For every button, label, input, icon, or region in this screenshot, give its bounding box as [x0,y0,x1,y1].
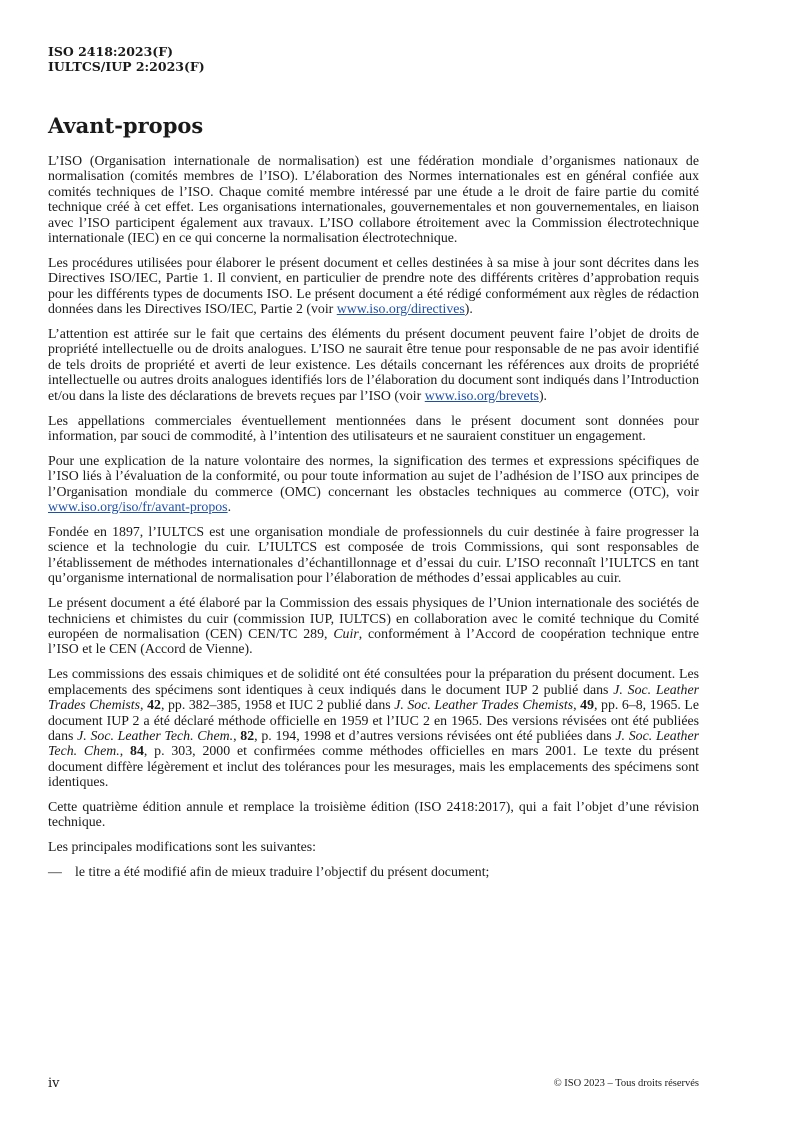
paragraph-text-end: ). [538,387,548,403]
journal-volume: 42 [147,697,161,713]
paragraph-text-end: . [227,499,232,515]
journal-title: J. Soc. Leather Tech. Chem. [77,727,234,743]
journal-title: J. Soc. Leather Trades Chemists [394,697,574,713]
journal-title: J. Soc. Leather Tech. Chem. [48,727,700,759]
patents-link[interactable]: www.iso.org/brevets [424,387,539,403]
list-item [48,864,699,879]
paragraph-text: L’attention est attirée sur le fait que certains des éléments du présent document peuvent faire l’objet de droits de propriété intellectuelle ou de droits analogues. L’ISO ne saurait être tenue pour responsable de ne pas avoir identifié de tels droits de propriété et averti de leur existence. Les détails concernant les références aux droits de propriété intellectuelle ou autres droits analogues identifiés lors de l’élaboration du document sont indiqués dans l’Introduction et/ou dans la liste des déclarations de brevets reçues par l’ISO (voir [48,326,699,403]
paragraph-text: , pp. 382–385, 1958 et IUC 2 publié dans [160,697,395,713]
paragraph-procedures [48,255,699,317]
list-item-text: le titre a été modifié afin de mieux traduire l’objectif du présent document; [75,864,490,880]
paragraph-text: , [233,727,241,743]
standard-number-iultcs: IULTCS/IUP 2:2023(F) [48,58,205,74]
foreword-body [48,153,699,880]
section-title: Avant-propos [48,113,204,138]
paragraph-text: , p. 194, 1998 et d’autres versions révisées ont été publiées dans [254,727,616,743]
paragraph-edition: Cette quatrième édition annule et remplace la troisième édition (ISO 2418:2017), qui a fait l’objet d’une révision technique. [48,799,699,830]
paragraph-commissions [48,666,699,789]
paragraph-text: Pour une explication de la nature volontaire des normes, la signification des termes et expressions spécifiques de l’ISO liés à l’évaluation de la conformité, ou pour toute information au sujet de l’adhésion de l’ISO aux principes de l’Organisation mondiale du commerce (OMC) concernant les obstacles techniques au commerce (OTC), voir [48,452,699,499]
journal-volume: 82 [240,727,255,743]
paragraph-text: Le présent document a été élaboré par la Commission des essais physiques de l’Union internationale des sociétés de techniciens et chimistes du cuir (commission IUP, IULTCS) en collaboration avec le comité technique du Comité européen de normalisation (CEN) CEN/TC 289, [48,595,699,641]
page-number: iv [48,1076,60,1091]
copyright-notice: © ISO 2023 – Tous droits réservés [553,1078,699,1089]
foreword-link[interactable]: www.iso.org/iso/fr/avant-propos [48,499,228,515]
committee-title: Cuir [333,625,359,641]
paragraph-changes-intro: Les principales modifications sont les suivantes: [48,839,316,855]
directives-link[interactable]: www.iso.org/directives [336,301,465,317]
paragraph-iso-intro: L’ISO (Organisation internationale de normalisation) est une fédération mondiale d’organismes nationaux de normalisation (comités membres de l’ISO). L’élaboration des Normes internationales est en général confiée aux comités techniques de l’ISO. Chaque comité membre intéressé par une étude a le droit de faire partie du comité technique créé à cet effet. Les organisations internationales, gouvernementales et non gouvernementales, en liaison avec l’ISO participent également aux travaux. L’ISO collabore étroitement avec la Commission électrotechnique internationale (IEC) en ce qui concerne la normalisation électrotechnique. [48,153,699,246]
paragraph-text: , pp. 6–8, 1965. Le document IUP 2 a été déclaré méthode officielle en 1959 et l’IUC 2 en 1965. Des versions révisées ont été publiées dans [48,697,700,743]
document-header [48,45,205,74]
paragraph-text: Les commissions des essais chimiques et de solidité ont été consultées pour la préparation du présent document. Les emplacements des spécimens sont identiques à ceux indiqués dans le document IUP 2 publié dans [48,666,699,697]
paragraph-text-end: ). [464,301,473,317]
dash-bullet: — [48,864,62,880]
paragraph-text: , [140,697,148,713]
paragraph-text: , [119,743,131,759]
journal-volume: 49 [580,697,594,713]
paragraph-prepared-by [48,595,699,657]
standard-number: ISO 2418:2023(F) [48,44,174,59]
paragraph-text: , p. 303, 2000 et confirmées comme méthodes officielles en mars 2001. Le texte du présent document diffère légèrement et inclut des tolérances pour les mesurages, mais les emplacements des spécimens sont identiques. [48,743,700,790]
paragraph-text: Les procédures utilisées pour élaborer le présent document et celles destinées à sa mise à jour sont décrites dans les Directives ISO/IEC, Partie 1. Il convient, en particulier de prendre note des différents critères d’approbation requis pour les différents types de documents ISO. Le présent document a été rédigé conformément aux règles de rédaction données dans les Directives ISO/IEC, Partie 2 (voir [48,254,699,317]
document-page [48,0,699,1122]
paragraph-text: , conformément à l’Accord de coopération technique entre l’ISO et le CEN (Accord de Vienne). [48,625,699,657]
paragraph-patents [48,326,699,403]
paragraph-text: , [573,697,581,713]
paragraph-voluntary-nature [48,453,699,515]
journal-title: J. Soc. Leather Trades Chemists [48,681,699,713]
journal-volume: 84 [130,743,144,759]
paragraph-trade-names: Les appellations commerciales éventuellement mentionnées dans le présent document sont données pour information, par souci de commodité, à l’intention des utilisateurs et ne sauraient constituer un engagement. [48,412,699,443]
paragraph-iultcs: Fondée en 1897, l’IULTCS est une organisation mondiale de professionnels du cuir destinée à faire progresser la science et la technologie du cuir. L’IULTCS est composée de trois Commissions, qui sont responsables de l’établissement de méthodes internationales d’échantillonnage et d’essai du cuir. L’ISO reconnaît l’IULTCS en tant qu’organisme international de normalisation pour l’élaboration de méthodes d’essai applicables au cuir. [48,524,699,586]
